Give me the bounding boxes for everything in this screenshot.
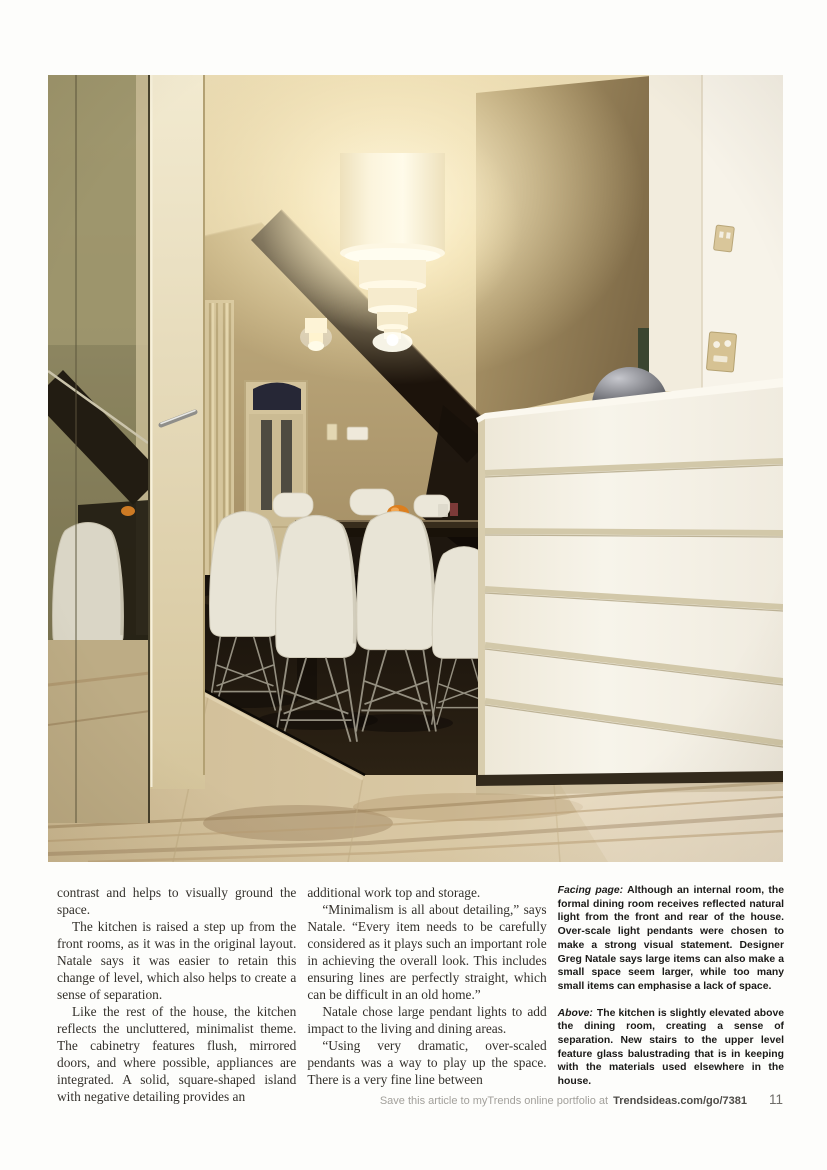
caption-text: The kitchen is slightly elevated above the dining room, creating a sense of separation. New stairs to the upper level feature glass balustrading that is in keeping with the materials used elsewhere in the house. xyxy=(557,1007,785,1088)
caption-lead: Facing page: xyxy=(557,885,624,896)
caption-above xyxy=(558,1007,784,1089)
page-number: 11 xyxy=(768,1092,783,1107)
body-column-2 xyxy=(307,884,546,1105)
body-paragraph: “Minimalism is all about detailing,” says Natale. “Every item needs to be carefully considered as it plays such an important role in achieving the overall look. This includes ensuring lines are perfectly straight, which can be difficult in an old home.” xyxy=(307,902,547,1002)
body-paragraph: contrast and helps to visually ground the space. xyxy=(57,885,297,917)
interior-photo-illustration xyxy=(48,75,783,862)
article-text xyxy=(57,884,784,1105)
caption-facing-page xyxy=(558,884,784,994)
article-photo xyxy=(48,75,783,862)
body-column-1 xyxy=(57,884,296,1105)
footer-site-link[interactable]: Trendsideas.com/go/7381 xyxy=(613,1095,747,1107)
body-paragraph: Like the rest of the house, the kitchen reflects the uncluttered, minimalist theme. The cabinetry features flush, mirrored doors, and where possible, appliances are integrated. A solid, square-shaped island with negative detailing provides an xyxy=(57,1004,297,1104)
caption-lead: Above: xyxy=(557,1007,593,1019)
footer-save-text: Save this article to myTrends online portfolio at xyxy=(379,1095,609,1107)
body-paragraph: The kitchen is raised a step up from the front rooms, as it was in the original layout. Natale says it was easier to retain this change of level, which also helps to create a sense of separation. xyxy=(57,919,297,1002)
body-paragraph: Natale chose large pendant lights to add impact to the living and dining areas. xyxy=(307,1004,547,1036)
body-paragraph: “Using very dramatic, over-scaled pendants was a way to play up the space. There is a very fine line between xyxy=(307,1038,547,1087)
caption-column xyxy=(558,884,784,1105)
body-paragraph: additional work top and storage. xyxy=(307,885,481,900)
caption-text: Although an internal room, the formal dining room receives reflected natural light from the front and rear of the house. Over-scale light pendants were chosen to make a strong visual statement. Designer Greg Natale says large items can also make a small space seem larger, while too many small items can emphasise a lack of space. xyxy=(557,885,785,992)
page-footer xyxy=(48,1092,783,1107)
